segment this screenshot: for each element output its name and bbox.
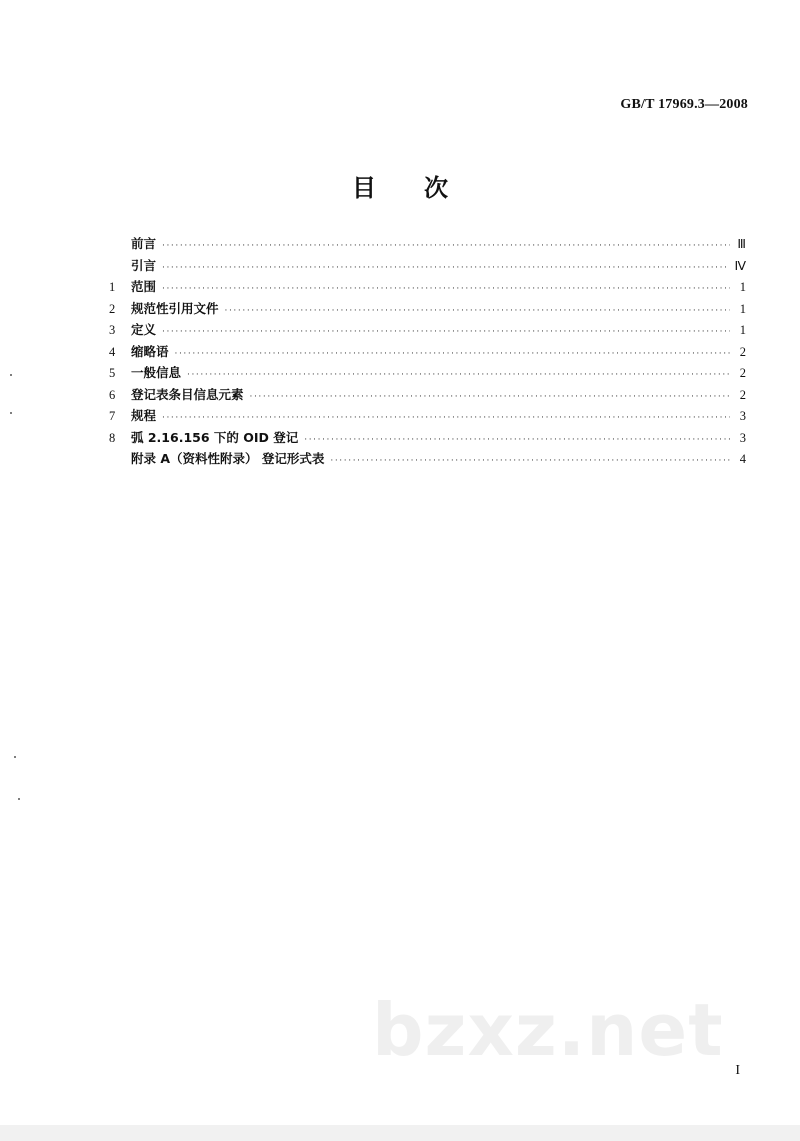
scan-speck (10, 374, 12, 376)
toc-entry-label: 一般信息 (131, 365, 182, 380)
toc-entry[interactable] (109, 385, 746, 407)
toc-entry-number: 1 (109, 280, 116, 294)
toc-entry[interactable] (109, 363, 746, 385)
toc-entry-number: 8 (109, 430, 116, 445)
toc-entry-number: 5 (109, 366, 116, 380)
toc-entry-page: 3 (739, 409, 746, 423)
toc-entry-number: 2 (109, 301, 116, 316)
scan-speck (10, 412, 12, 414)
toc-leader-dots (162, 284, 730, 294)
toc-entry-label: 规程 (131, 408, 157, 423)
toc-entry[interactable] (109, 256, 746, 278)
toc-entry-label: 引言 (131, 257, 157, 273)
toc-entry-page: 3 (739, 430, 746, 445)
toc-entry-page: Ⅲ (737, 237, 746, 251)
toc-leader-dots (187, 370, 730, 380)
toc-leader-dots (250, 392, 730, 402)
toc-entry-page: 2 (739, 387, 746, 402)
toc-entry[interactable] (109, 299, 746, 321)
page-bottom-edge (0, 1125, 800, 1141)
toc-entry-page: 2 (739, 366, 746, 380)
toc-entry-label: 规范性引用文件 (131, 300, 219, 316)
toc-leader-dots (162, 413, 730, 423)
toc-entry-label: 附录 A（资料性附录） 登记形式表 (131, 451, 325, 466)
toc-entry[interactable] (109, 234, 746, 256)
toc-entry-number: 7 (109, 409, 116, 423)
toc-leader-dots (330, 456, 730, 466)
toc-entry[interactable] (109, 449, 746, 471)
toc-entry-label: 前言 (131, 236, 157, 251)
watermark: bzxz.net (372, 988, 724, 1072)
toc-entry-page: 2 (739, 344, 746, 359)
toc-entry[interactable] (109, 320, 746, 342)
toc-entry-number: 3 (109, 323, 116, 337)
scan-speck (18, 798, 20, 800)
page-number: I (735, 1063, 740, 1078)
toc-entry-page: 1 (739, 280, 746, 294)
toc-leader-dots (162, 241, 730, 251)
toc-entry[interactable] (109, 277, 746, 299)
toc-entry[interactable] (109, 428, 746, 450)
table-of-contents (109, 234, 746, 471)
page-title: 目次 (352, 174, 496, 202)
toc-entry-page: 1 (739, 301, 746, 316)
toc-entry-label: 范围 (131, 279, 157, 294)
toc-entry-number: 6 (109, 387, 116, 402)
toc-entry-number: 4 (109, 344, 116, 359)
toc-leader-dots (225, 306, 730, 316)
toc-entry-label: 定义 (131, 322, 157, 337)
toc-entry-page: 1 (739, 323, 746, 337)
toc-leader-dots (162, 327, 730, 337)
toc-leader-dots (162, 263, 728, 273)
toc-leader-dots (175, 349, 730, 359)
scan-speck (14, 756, 16, 758)
toc-entry-page: 4 (739, 452, 746, 466)
standard-code: GB/T 17969.3—2008 (620, 97, 748, 112)
toc-entry-label: 缩略语 (131, 343, 169, 359)
toc-entry-label: 登记表条目信息元素 (131, 386, 244, 402)
toc-leader-dots (304, 435, 730, 445)
toc-entry-page: Ⅳ (734, 258, 746, 273)
toc-entry-label: 弧 2.16.156 下的 OID 登记 (131, 429, 299, 445)
toc-entry[interactable] (109, 406, 746, 428)
toc-entry[interactable] (109, 342, 746, 364)
